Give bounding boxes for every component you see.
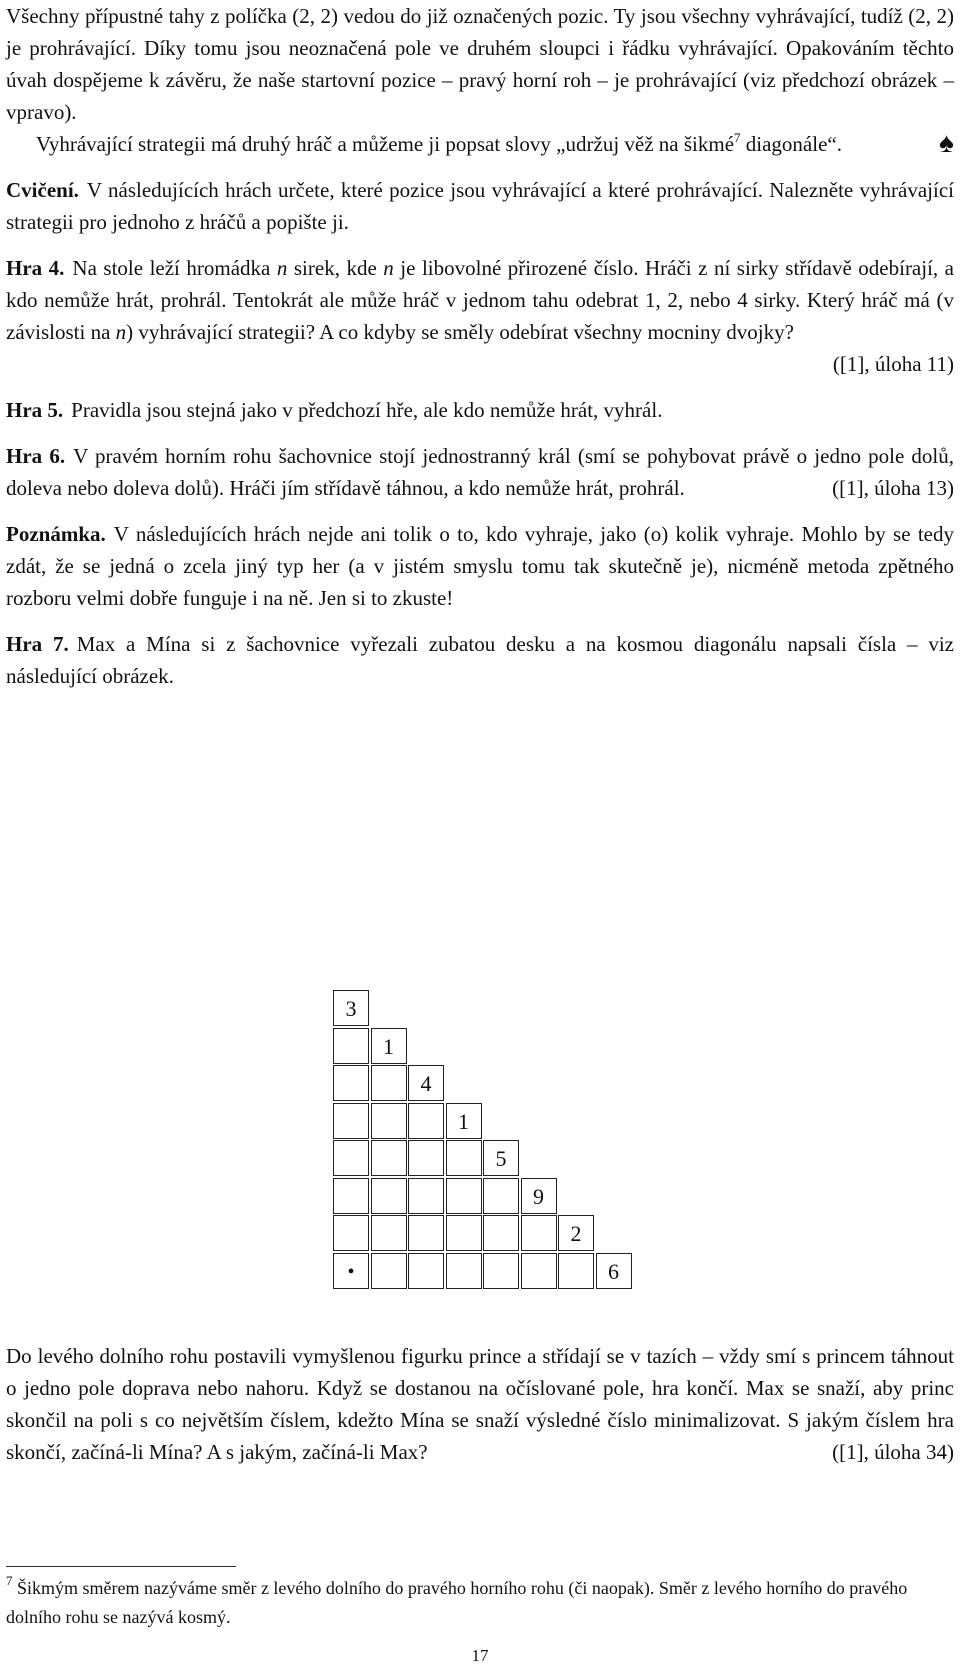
board-cell <box>558 1253 594 1289</box>
page-body <box>6 0 954 692</box>
board-cell <box>408 1140 444 1176</box>
board-number-cell: 6 <box>596 1253 632 1289</box>
board-number-cell: 4 <box>408 1065 444 1101</box>
game-4-text-2: sirek, kde <box>287 256 384 280</box>
board-number-cell: 9 <box>521 1178 557 1214</box>
game-6-text: V pravém horním rohu šachovnice stojí jednostranný král (smí se pohybovat právě o jedno pole dolů, doleva nebo doleva dolů). Hráči jím střídavě táhnou, a kdo nemůže hrát, prohrál. <box>6 444 955 500</box>
paragraph-strategy <box>6 128 954 160</box>
game-5-label: Hra 5. <box>6 398 64 422</box>
board-cell <box>333 1178 369 1214</box>
note-text: V následujících hrách nejde ani tolik o to, kdo vyhraje, jako (o) kolik vyhraje. Mohlo by se tedy zdát, že se jedná o zcela jiný typ her (a v jistém smyslu tomu tak skutečně je), nicméně metoda zpětného rozboru velmi dobře funguje i na ně. Jen si to zkuste! <box>6 522 954 610</box>
board-cell <box>408 1215 444 1251</box>
footnote-rule <box>6 1566 236 1567</box>
board-cell <box>483 1215 519 1251</box>
board-number-cell: 3 <box>333 990 369 1026</box>
game-6-label: Hra 6. <box>6 444 66 468</box>
board-number-cell: 1 <box>371 1028 407 1064</box>
board-cell <box>371 1140 407 1176</box>
board-cell <box>446 1253 482 1289</box>
game-6-block <box>6 440 954 504</box>
board-cell <box>446 1215 482 1251</box>
game-4-text-4: ) vyhrávající strategii? A co kdyby se směly odebírat všechny mocniny dvojky? <box>126 320 794 344</box>
math-n: n <box>115 320 127 344</box>
exercise-block <box>6 174 954 238</box>
board-cell <box>333 1140 369 1176</box>
game-7-citation: ([1], úloha 34) <box>832 1440 954 1464</box>
exercise-label: Cvičení. <box>6 178 79 202</box>
board-cell <box>333 1028 369 1064</box>
footnote-ref[interactable]: 7 <box>734 130 741 145</box>
game-5-text: Pravidla jsou stejná jako v předchozí hře, ale kdo nemůže hrát, vyhrál. <box>71 398 663 422</box>
board-cell <box>483 1253 519 1289</box>
footnote-text: Šikmým směrem nazýváme směr z levého dolního do pravého horního rohu (či naopak). Směr z levého horního do pravého dolního rohu se nazývá kosmý. <box>6 1578 908 1627</box>
note-label: Poznámka. <box>6 522 106 546</box>
board-cell <box>371 1215 407 1251</box>
board-cell <box>371 1065 407 1101</box>
game-4-block <box>6 252 954 380</box>
board-cell <box>408 1253 444 1289</box>
game-6-citation: ([1], úloha 13) <box>832 476 954 500</box>
paragraph-intro-text: Všechny přípustné tahy z políčka (2, 2) vedou do již označených pozic. Ty jsou všechny vyhrávající, tudíž (2, 2) je prohrávající. Díky tomu jsou neoznačená pole ve druhém sloupci i řádku vyhrávající. Opakováním těchto úvah dospějeme k závěru, že naše startovní pozice – pravý horní roh – je prohrávající (viz předchozí obrázek – vpravo). <box>6 4 954 124</box>
page-number: 17 <box>471 1646 489 1665</box>
note-block <box>6 518 954 614</box>
paragraph-intro <box>6 0 954 128</box>
game-7-block <box>6 628 954 692</box>
board-number-cell: 1 <box>446 1103 482 1139</box>
game-4-citation: ([1], úloha 11) <box>832 352 954 376</box>
board-cell <box>371 1103 407 1139</box>
board-cell <box>408 1103 444 1139</box>
game-4-text-3: je libovolné přirozené číslo. Hráči z ní sirky střídavě odebírají, a kdo nemůže hrát, prohrál. Tentokrát ale může hráč v jednom tahu odebrat 1, 2, nebo 4 sirky. Který hráč má (v závislosti na <box>6 256 955 344</box>
game-4-text-1: Na stole leží hromádka <box>72 256 277 280</box>
strategy-text: Vyhrávající strategii má druhý hráč a můžeme ji popsat slovy „udržuj věž na šikmé <box>36 132 735 156</box>
paragraph-prince <box>6 1340 954 1468</box>
math-n: n <box>276 256 288 280</box>
board-cell <box>333 1215 369 1251</box>
board-cell <box>333 1065 369 1101</box>
board-cell <box>446 1140 482 1176</box>
board-cell <box>371 1253 407 1289</box>
board-cell <box>446 1178 482 1214</box>
prince-start-cell: • <box>333 1253 369 1289</box>
board-cell <box>483 1178 519 1214</box>
board-number-cell: 2 <box>558 1215 594 1251</box>
exercise-text: V následujících hrách určete, které pozice jsou vyhrávající a které prohrávající. Nalezněte vyhrávající strategii pro jednoho z hráčů a popište ji. <box>6 178 954 234</box>
board-cell <box>408 1178 444 1214</box>
math-n: n <box>383 256 394 280</box>
prince-text: Do levého dolního rohu postavili vymyšlenou figurku prince a střídají se v tazích – vždy smí s princem táhnout o jedno pole doprava nebo nahoru. Když se dostanou na očíslované pole, hra končí. Max se snaží, aby princ skončil na poli s co největším číslem, kdežto Mína se snaží výsledné číslo minimalizovat. S jakým číslem hra skončí, začíná-li Mína? A s jakým, začíná-li Max? <box>6 1344 954 1464</box>
page-body-lower <box>6 1340 954 1468</box>
spade-icon: ♠ <box>939 128 954 159</box>
footnote-mark: 7 <box>6 1573 13 1588</box>
board-cell <box>333 1103 369 1139</box>
board-cell <box>521 1253 557 1289</box>
footnote <box>6 1574 954 1632</box>
game-4-label: Hra 4. <box>6 256 65 280</box>
strategy-text-end: diagonále“. <box>740 132 842 156</box>
game-7-text: Max a Mína si z šachovnice vyřezali zubatou desku a na kosmou diagonálu napsali čísla – viz následující obrázek. <box>6 632 955 688</box>
game-5-block <box>6 394 954 426</box>
game-7-label: Hra 7. <box>6 632 69 656</box>
board-number-cell: 5 <box>483 1140 519 1176</box>
board-cell <box>371 1178 407 1214</box>
board-cell <box>521 1215 557 1251</box>
